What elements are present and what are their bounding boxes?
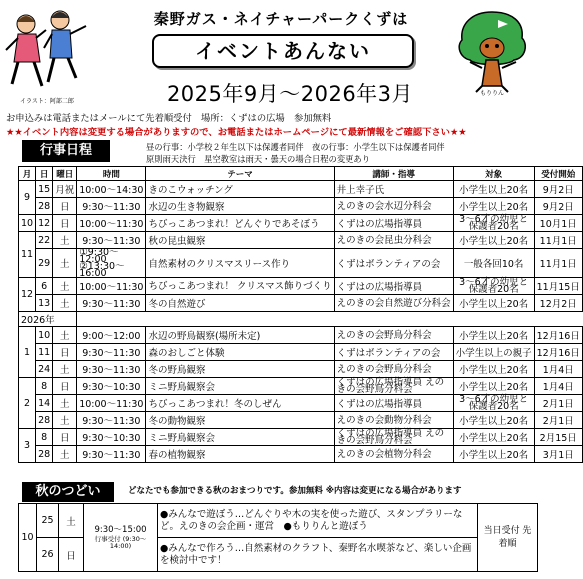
time-cell: 9:30～11:30 xyxy=(77,361,146,378)
target-cell: 小学生以上20名 xyxy=(453,429,534,446)
day-cell: 10 xyxy=(36,327,53,344)
open-cell: 1月4日 xyxy=(534,378,582,395)
target-cell: 小学生以上20名 xyxy=(453,295,534,312)
year-label: 2026年 xyxy=(19,312,77,327)
year-row-spacer xyxy=(77,312,583,327)
header-weekday: 曜日 xyxy=(53,167,77,181)
weekday-cell: 日 xyxy=(59,538,84,572)
theme-cell: 冬の野鳥観察 xyxy=(146,361,334,378)
table-row xyxy=(19,232,583,249)
table-row xyxy=(19,198,583,215)
table-row xyxy=(19,215,583,232)
time-cell: 9:30～11:30 xyxy=(77,344,146,361)
target-cell: 3～6才の幼児と保護者20名 xyxy=(453,215,534,232)
participation-condition: 昼の行事：小学校２年生以下は保護者同伴 夜の行事：小学生以下は保護者同伴 xyxy=(146,142,445,152)
time-cell: 9:30～11:30 xyxy=(77,232,146,249)
open-cell: 10月1日 xyxy=(534,215,582,232)
table-row xyxy=(19,412,583,429)
table-row xyxy=(19,295,583,312)
weekday-cell: 土 xyxy=(59,504,84,538)
day-cell: 14 xyxy=(36,395,53,412)
day-cell: 26 xyxy=(37,538,59,572)
table-row xyxy=(19,504,538,538)
day-cell: 24 xyxy=(36,361,53,378)
weekday-cell: 日 xyxy=(53,344,77,361)
target-cell: 小学生以上20名 xyxy=(453,198,534,215)
table-row xyxy=(19,181,583,198)
theme-cell: ちびっこあつまれ！どんぐりであそぼう xyxy=(146,215,334,232)
open-cell: 9月2日 xyxy=(534,181,582,198)
mascot-name: もりりん xyxy=(480,90,505,97)
lead-cell: くずはの広場指導員 えのきの会野鳥分科会 xyxy=(334,429,453,446)
autumn-time: 9:30～15:00 xyxy=(94,525,147,535)
target-cell: 小学生以上の親子 xyxy=(453,344,534,361)
day-cell: 25 xyxy=(37,504,59,538)
lead-cell: くずはボランティアの会 xyxy=(334,344,453,361)
theme-cell: きのこウォッチング xyxy=(146,181,334,198)
lead-cell: くずはボランティアの会 xyxy=(334,249,453,278)
autumn-desc-1: ●みんなで遊ぼう…どんぐりや木の実を使った遊び、スタンプラリーなど。えのきの会企画・運営 ●もりりんと遊ぼう xyxy=(158,504,478,538)
weekday-cell: 土 xyxy=(53,446,77,463)
theme-cell: 水辺の生き物観察 xyxy=(146,198,334,215)
weekday-cell: 土 xyxy=(53,361,77,378)
open-cell: 9月2日 xyxy=(534,198,582,215)
open-cell: 1月4日 xyxy=(534,361,582,378)
weekday-cell: 土 xyxy=(53,395,77,412)
time-cell: 10:00～14:30 xyxy=(77,181,146,198)
day-cell: 8 xyxy=(36,378,53,395)
lead-cell: くずはの広場指導員 xyxy=(334,215,453,232)
lead-cell: えのきの会野鳥分科会 xyxy=(334,361,453,378)
autumn-table xyxy=(18,503,538,572)
page-title: イベントあんない xyxy=(152,34,414,68)
day-cell: 28 xyxy=(36,412,53,429)
time-cell: 9:30～10:30 xyxy=(77,429,146,446)
open-cell: 2月1日 xyxy=(534,412,582,429)
day-cell: 11 xyxy=(36,344,53,361)
table-row xyxy=(19,327,583,344)
theme-cell: 冬の自然遊び xyxy=(146,295,334,312)
lead-cell: えのきの会植物分科会 xyxy=(334,446,453,463)
day-cell: 13 xyxy=(36,295,53,312)
weekday-cell: 土 xyxy=(53,327,77,344)
target-cell: 一般各回10名 xyxy=(453,249,534,278)
time-cell: 9:30～11:30 xyxy=(77,412,146,429)
time-cell: 9:30～11:30 xyxy=(77,198,146,215)
day-cell: 28 xyxy=(36,446,53,463)
lead-cell: えのきの会動物分科会 xyxy=(334,412,453,429)
lead-cell: 井上幸子氏 xyxy=(334,181,453,198)
time-cell: 10:00～11:30 xyxy=(77,395,146,412)
theme-cell: 自然素材のクリスマスリース作り xyxy=(146,249,334,278)
autumn-title: 秋のつどい xyxy=(22,482,114,502)
weekday-cell: 日 xyxy=(53,378,77,395)
theme-cell: 水辺の野鳥観察(場所未定) xyxy=(146,327,334,344)
application-note: お申込みは電話またはメールにて先着順受付 場所：くずはの広場 参加無料 xyxy=(6,113,332,124)
illustration-credit: イラスト：阿部二郎 xyxy=(20,98,74,105)
schedule-table xyxy=(18,166,583,463)
change-warning: ★★イベント内容は変更する場合がありますので、お電話またはホームページにて最新情報をご確認下さい★★ xyxy=(6,127,467,138)
day-cell: 29 xyxy=(36,249,53,278)
open-cell: 2月15日 xyxy=(534,429,582,446)
header xyxy=(0,0,546,112)
header-target: 対象 xyxy=(453,167,534,181)
weather-condition: 原則雨天決行 星空教室は雨天・曇天の場合日程の変更あり xyxy=(146,154,371,164)
weekday-cell: 土 xyxy=(53,232,77,249)
theme-cell: 森のおしごと体験 xyxy=(146,344,334,361)
time-cell: 9:30～11:30 xyxy=(77,295,146,312)
header-open: 受付開始 xyxy=(534,167,582,181)
time-cell: 10:00～11:30 xyxy=(77,278,146,295)
lead-cell: えのきの会自然遊び分科会 xyxy=(334,295,453,312)
event-period: 2025年9月～2026年3月 xyxy=(166,82,414,106)
header-time: 時間 xyxy=(77,167,146,181)
table-row xyxy=(19,378,583,395)
day-cell: 8 xyxy=(36,429,53,446)
lead-cell: くずはの広場指導員 xyxy=(334,395,453,412)
open-cell: 2月1日 xyxy=(534,395,582,412)
month-cell: 10 xyxy=(19,504,37,572)
target-cell: 小学生以上20名 xyxy=(453,232,534,249)
day-cell: 6 xyxy=(36,278,53,295)
theme-cell: ミニ野鳥観察会 xyxy=(146,378,334,395)
target-cell: 3～6才の幼児と保護者20名 xyxy=(453,278,534,295)
day-cell: 28 xyxy=(36,198,53,215)
weekday-cell: 日 xyxy=(53,429,77,446)
lead-cell: えのきの会昆虫分科会 xyxy=(334,232,453,249)
table-row xyxy=(19,395,583,412)
mascot-tree-icon xyxy=(452,8,532,96)
month-cell: 12 xyxy=(19,278,36,312)
day-cell: 15 xyxy=(36,181,53,198)
open-cell: 12月16日 xyxy=(534,344,582,361)
month-cell: 2 xyxy=(19,378,36,429)
organization-name: 秦野ガス・ネイチャーパークくずは xyxy=(153,10,409,28)
weekday-cell: 土 xyxy=(53,278,77,295)
theme-cell: 春の植物観察 xyxy=(146,446,334,463)
open-cell: 11月1日 xyxy=(534,232,582,249)
lead-cell: くずはの広場指導員 えのきの会野鳥分科会 xyxy=(334,378,453,395)
time-cell: 9:00～12:00 xyxy=(77,327,146,344)
header-day: 日 xyxy=(36,167,53,181)
header-theme: テーマ xyxy=(146,167,334,181)
theme-cell: ちびっこあつまれ！冬のしぜん xyxy=(146,395,334,412)
time-cell: 9:30～10:30 xyxy=(77,378,146,395)
target-cell: 小学生以上20名 xyxy=(453,361,534,378)
target-cell: 3～6才の幼児と保護者20名 xyxy=(453,395,534,412)
table-row xyxy=(19,278,583,295)
weekday-cell: 土 xyxy=(53,412,77,429)
day-cell: 12 xyxy=(36,215,53,232)
target-cell: 小学生以上20名 xyxy=(453,181,534,198)
day-cell: 22 xyxy=(36,232,53,249)
time-cell xyxy=(84,504,158,572)
open-cell: 11月1日 xyxy=(534,249,582,278)
autumn-time-note: 行事受付 (9:30～14:00) xyxy=(94,535,147,550)
weekday-cell: 日 xyxy=(53,198,77,215)
autumn-description: どなたでも参加できる秋のおまつりです。参加無料 ※内容は変更になる場合があります xyxy=(128,486,462,496)
accept-cell: 当日受付 先着順 xyxy=(478,504,538,572)
weekday-cell: 月祝 xyxy=(53,181,77,198)
open-cell: 3月1日 xyxy=(534,446,582,463)
table-header-row xyxy=(19,167,583,181)
schedule-title: 行事日程 xyxy=(22,140,110,162)
table-row xyxy=(19,344,583,361)
theme-cell: 秋の昆虫観察 xyxy=(146,232,334,249)
target-cell: 小学生以上20名 xyxy=(453,446,534,463)
header-month: 月 xyxy=(19,167,36,181)
table-row xyxy=(19,429,583,446)
month-cell: 11 xyxy=(19,232,36,278)
children-illustration xyxy=(4,4,92,96)
theme-cell: 冬の動物観察 xyxy=(146,412,334,429)
weekday-cell: 土 xyxy=(53,295,77,312)
open-cell: 12月16日 xyxy=(534,327,582,344)
open-cell: 11月15日 xyxy=(534,278,582,295)
autumn-desc-2: ●みんなで作ろう…自然素材のクラフト、秦野名水喫茶など、楽しい企画を検討中です！ xyxy=(158,538,478,572)
weekday-cell: 日 xyxy=(53,215,77,232)
weekday-cell: 土 xyxy=(53,249,77,278)
lead-cell: えのきの会野鳥分科会 xyxy=(334,327,453,344)
theme-cell: ミニ野鳥観察会 xyxy=(146,429,334,446)
open-cell: 12月2日 xyxy=(534,295,582,312)
target-cell: 小学生以上20名 xyxy=(453,327,534,344)
month-cell: 1 xyxy=(19,327,36,378)
table-row xyxy=(19,446,583,463)
theme-cell: ちびっこあつまれ！ クリスマス飾りづくり xyxy=(146,278,334,295)
lead-cell: えのきの会水辺分科会 xyxy=(334,198,453,215)
time-cell: ①9:30～12:00 ②13:30～16:00 xyxy=(77,249,146,278)
time-cell: 10:00～11:30 xyxy=(77,215,146,232)
target-cell: 小学生以上20名 xyxy=(453,412,534,429)
header-lead: 講師・指導 xyxy=(334,167,453,181)
table-row xyxy=(19,361,583,378)
month-cell: 3 xyxy=(19,429,36,463)
lead-cell: くずはの広場指導員 xyxy=(334,278,453,295)
month-cell: 10 xyxy=(19,215,36,232)
time-cell: 9:30～11:30 xyxy=(77,446,146,463)
table-row xyxy=(19,249,583,278)
year-row xyxy=(19,312,583,327)
month-cell: 9 xyxy=(19,181,36,215)
target-cell: 小学生以上20名 xyxy=(453,378,534,395)
